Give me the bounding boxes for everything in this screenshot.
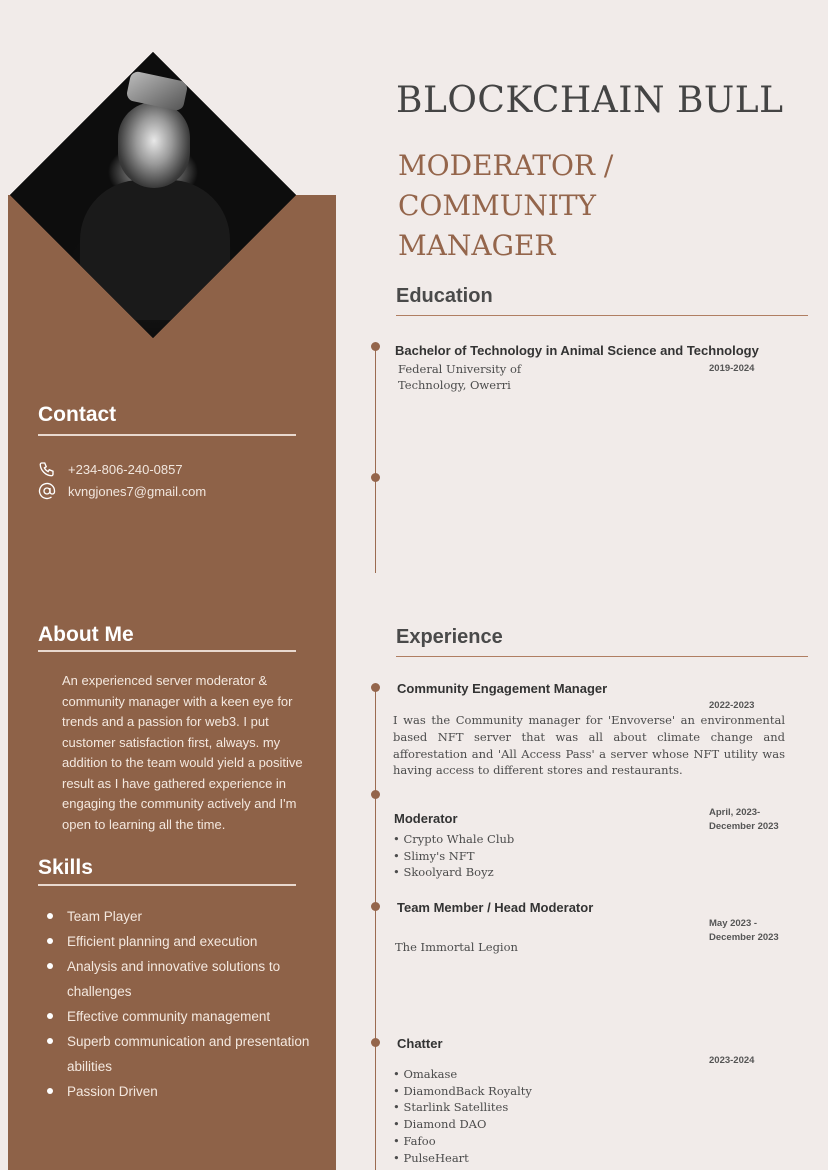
- job-description: I was the Community manager for 'Envoverse' an environmental based NFT server that was all about climate change and afforestation and 'All Access Pass' a server whose NFT utility was having access to different stores and restaurants.: [393, 713, 785, 778]
- timeline-dot: [371, 1038, 380, 1047]
- contact-divider: [38, 434, 296, 436]
- skill-item: Superb communication and presentation abilities: [44, 1029, 334, 1079]
- school-name: [398, 361, 521, 393]
- list-item: • PulseHeart: [393, 1150, 532, 1167]
- job-role: [398, 146, 698, 266]
- photo-head: [118, 102, 190, 188]
- timeline-dot: [371, 473, 380, 482]
- person-name: BLOCKCHAIN BULL: [396, 80, 784, 121]
- photo-hat: [126, 70, 189, 111]
- phone-row: [38, 460, 183, 478]
- list-item: • Starlink Satellites: [393, 1099, 532, 1116]
- education-divider: [396, 315, 808, 316]
- email-row: [38, 482, 206, 500]
- skills-list: [44, 904, 334, 1104]
- date-line: December 2023: [709, 932, 779, 943]
- education-heading: Education: [396, 285, 493, 307]
- skill-item: Effective community management: [44, 1004, 334, 1029]
- role-line: MODERATOR /: [398, 149, 614, 182]
- about-heading: About Me: [38, 623, 134, 646]
- date-line: April, 2023-: [709, 807, 761, 818]
- date-line: May 2023 -: [709, 918, 758, 929]
- education-timeline: [375, 345, 376, 573]
- list-item: • Slimy's NFT: [393, 848, 514, 865]
- job-title: Chatter: [397, 1036, 443, 1051]
- timeline-dot: [371, 683, 380, 692]
- job-title: Team Member / Head Moderator: [397, 900, 594, 915]
- job-items: [393, 1066, 532, 1166]
- job-title: Community Engagement Manager: [397, 681, 608, 696]
- list-item: • DiamondBack Royalty: [393, 1083, 532, 1100]
- contact-heading: Contact: [38, 403, 117, 426]
- email-address[interactable]: kvngjones7@gmail.com: [68, 483, 207, 499]
- school-line: Technology, Owerri: [398, 378, 511, 392]
- role-line: COMMUNITY: [398, 189, 597, 222]
- job-dates: [709, 917, 779, 945]
- role-line: MANAGER: [398, 229, 556, 262]
- education-dates: 2019-2024: [709, 363, 755, 374]
- skill-item: Passion Driven: [44, 1079, 334, 1104]
- date-line: December 2023: [709, 821, 779, 832]
- experience-heading: Experience: [396, 626, 503, 648]
- about-text: An experienced server moderator & community manager with a keen eye for trends and a passion for web3. I put customer satisfaction first, always. my addition to the team would yield a positive result as I have gathered experience in engaging the community actively and I'm open to learning all the time.: [62, 673, 303, 832]
- job-items: [393, 831, 514, 881]
- list-item: • Omakase: [393, 1066, 532, 1083]
- skills-divider: [38, 884, 296, 886]
- skills-heading: Skills: [38, 856, 93, 879]
- at-sign-icon: [38, 482, 60, 500]
- job-title: Moderator: [394, 811, 458, 826]
- list-item: • Crypto Whale Club: [393, 831, 514, 848]
- experience-timeline: [375, 686, 376, 1170]
- job-dates: 2022-2023: [709, 700, 755, 711]
- list-item: • Fafoo: [393, 1133, 532, 1150]
- list-item: • Skoolyard Boyz: [393, 864, 514, 881]
- list-item: • Diamond DAO: [393, 1116, 532, 1133]
- about-divider: [38, 650, 296, 652]
- experience-divider: [396, 656, 808, 657]
- school-line: Federal University of: [398, 362, 522, 376]
- phone-number[interactable]: +234-806-240-0857: [68, 461, 183, 477]
- job-dates: 2023-2024: [709, 1055, 755, 1066]
- timeline-dot: [371, 342, 380, 351]
- skill-item: Efficient planning and execution: [44, 929, 334, 954]
- skill-item: Team Player: [44, 904, 334, 929]
- timeline-dot: [371, 902, 380, 911]
- job-dates: [709, 806, 779, 834]
- job-description: The Immortal Legion: [395, 940, 518, 954]
- skill-item: Analysis and innovative solutions to challenges: [44, 954, 334, 1004]
- degree-title: Bachelor of Technology in Animal Science and Technology: [395, 343, 759, 358]
- timeline-dot: [371, 790, 380, 799]
- phone-icon: [38, 460, 60, 478]
